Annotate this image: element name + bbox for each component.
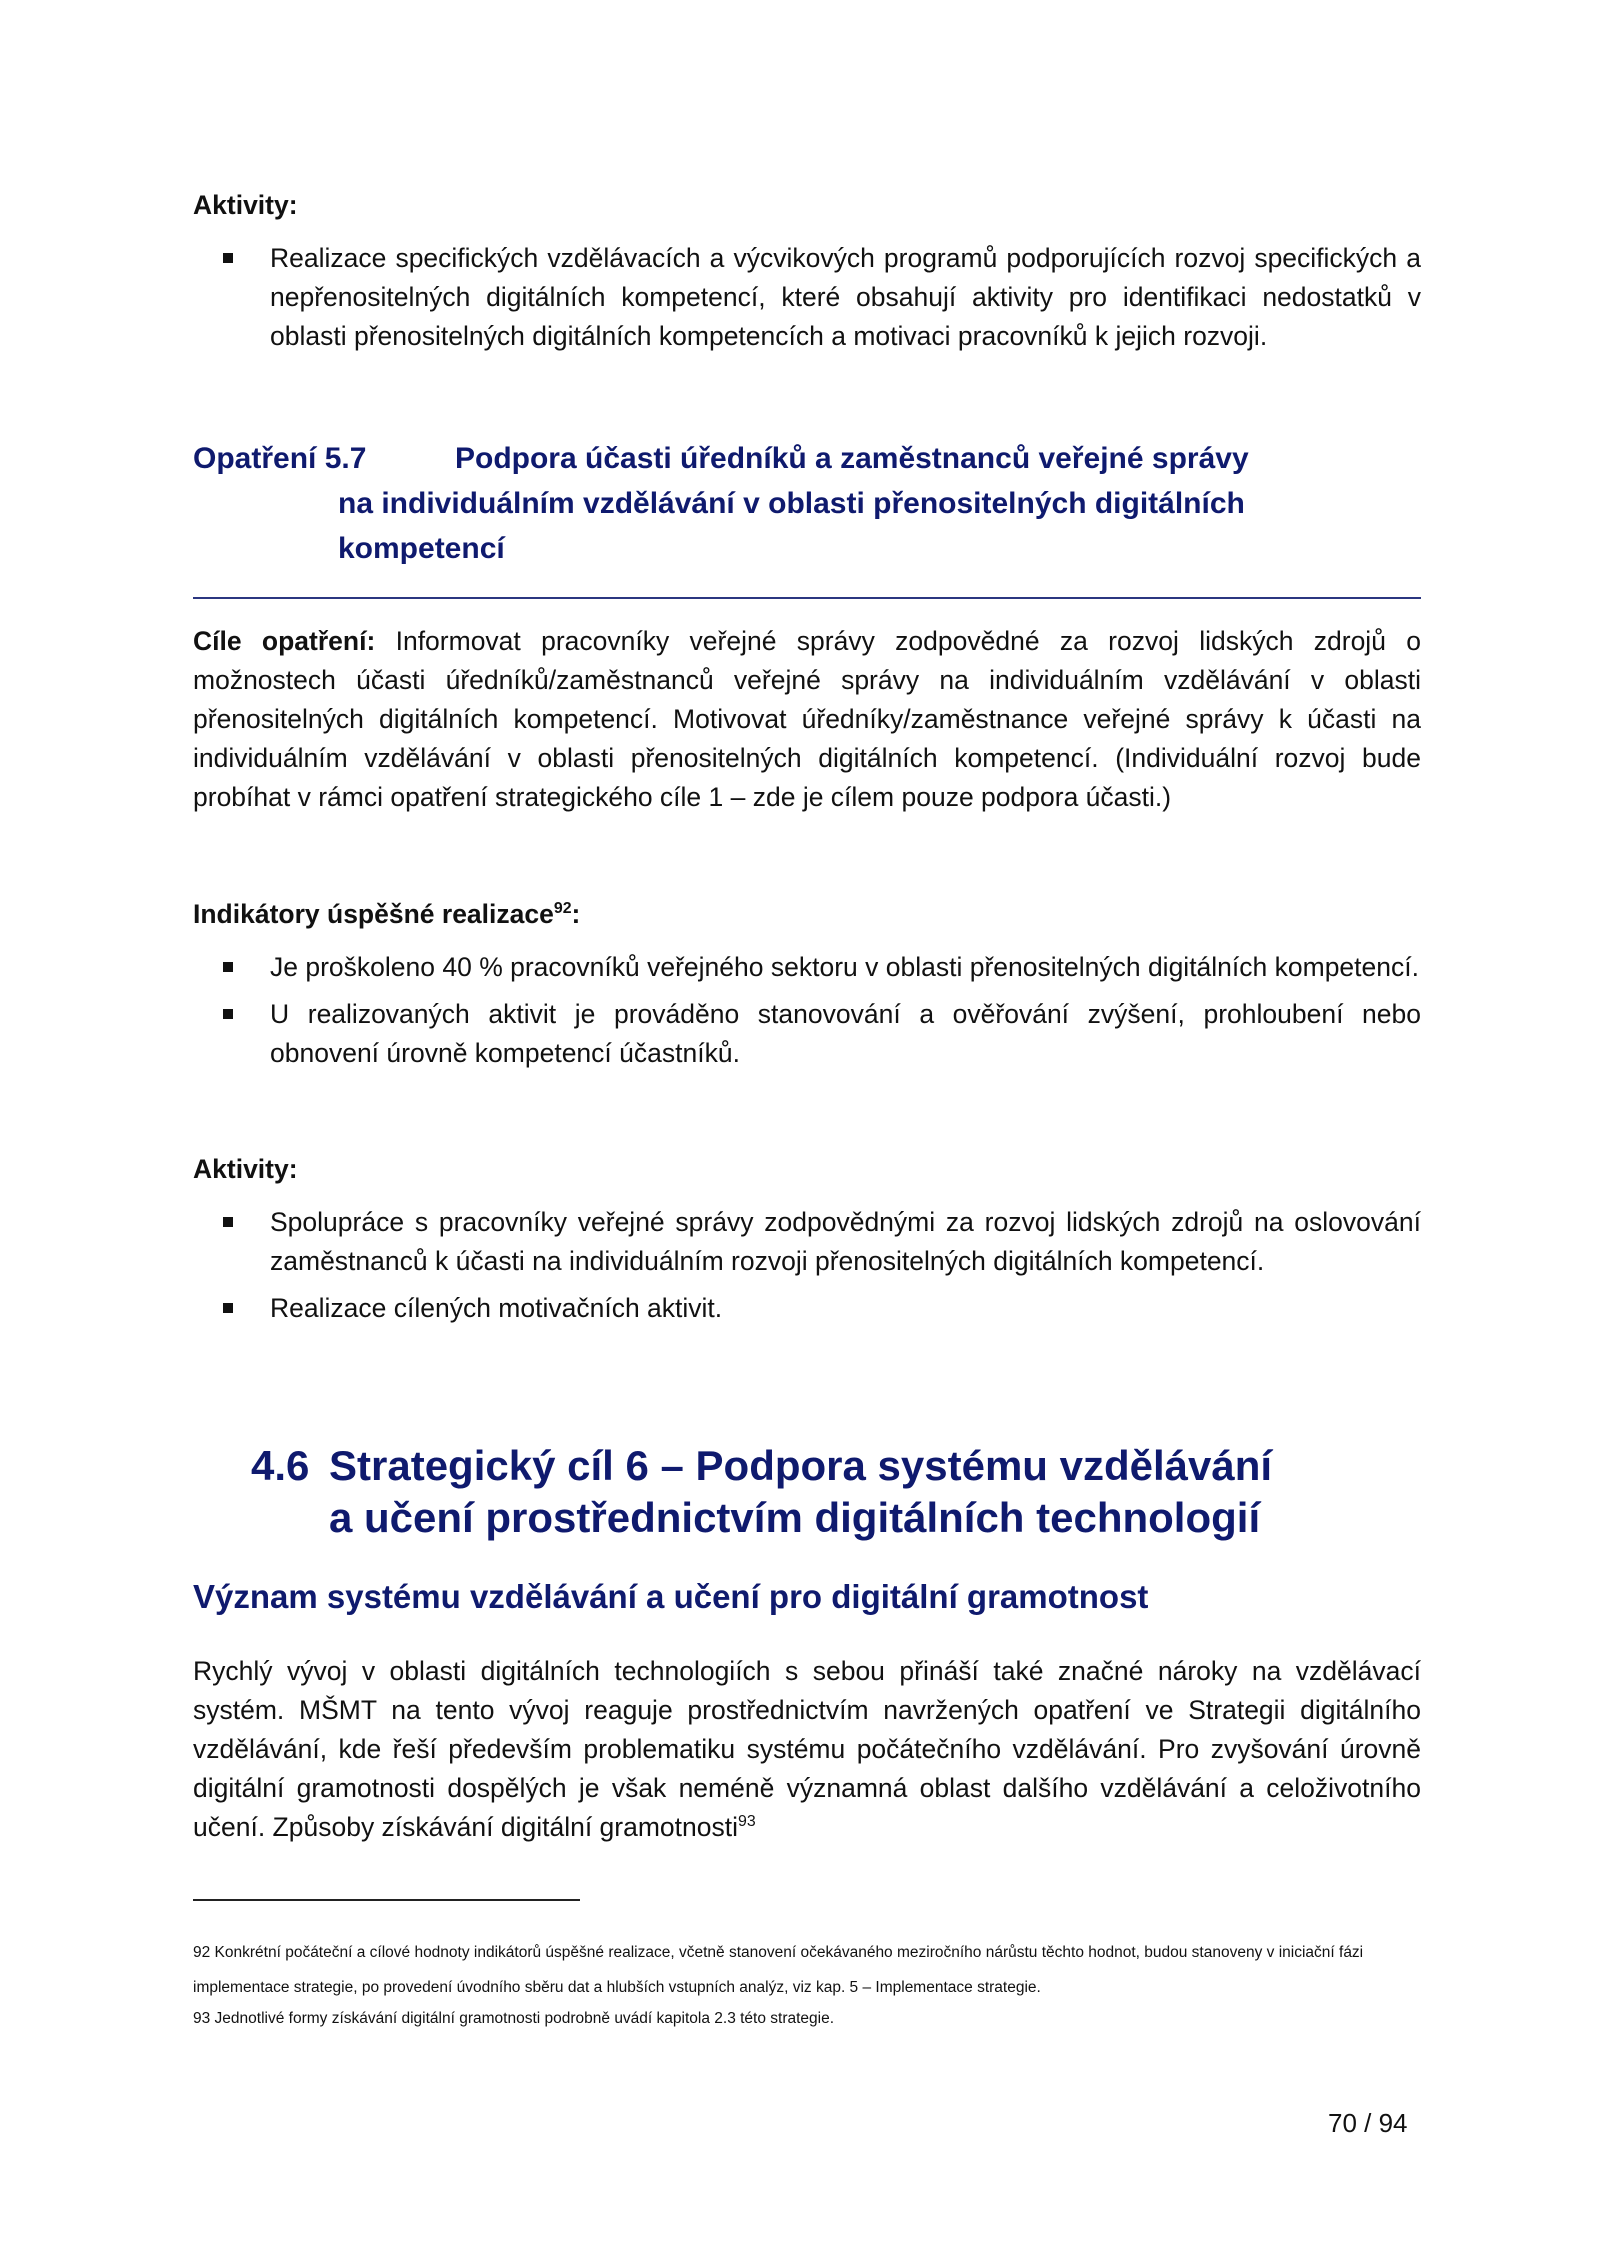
subheading: Význam systému vzdělávání a učení pro digitální gramotnost [193,1578,1149,1615]
bullet-square-icon [223,962,233,972]
list-item: Realizace cílených motivačních aktivit. [193,1289,1421,1328]
activities-section-top [193,186,1421,364]
goals-text: Informovat pracovníky veřejné správy zodpovědné za rozvoj lidských zdrojů o možnostech účasti úředníků/zaměstnanců veřejné správy na individuálním vzdělávání v oblasti přenositelných digitálních kompetencí. Motivovat úředníky/zaměstnance veřejné správy k účasti na individuálním vzdělávání v oblasti přenositelných digitálních kompetencí. (Individuální rozvoj bude probíhat v rámci opatření strategického cíle 1 – zde je cílem pouze podpora účasti.) [193,626,1421,812]
chapter-title-line1: Strategický cíl 6 – Podpora systému vzdělávání [329,1442,1273,1489]
bullet-square-icon [223,1009,233,1019]
chapter-title-line2: a učení prostřednictvím digitálních technologií [329,1494,1261,1541]
measure-title-line2: na individuálním vzdělávání v oblasti přenositelných digitálních [338,487,1245,520]
measure-goals [193,622,1421,817]
chapter-number: 4.6 [251,1442,310,1489]
chapter-heading [251,1440,1272,1544]
bullet-square-icon [223,1217,233,1227]
footnote-92: 92 Konkrétní počáteční a cílové hodnoty indikátorů úspěšné realizace, včetně stanovení očekávaného meziročního nárůstu těchto hodnot, budou stanoveny v iniciační fázi implementace strategie, po provedení úvodního sběru dat a hlubších vstupních analýz, viz kap. 5 – Implementace strategie. [193,1944,1364,1996]
footnote-ref-93[interactable]: 93 [738,1813,756,1831]
bullet-square-icon [223,1303,233,1313]
indicators-section [193,895,1421,1081]
chapter-paragraph: Rychlý vývoj v oblasti digitálních technologiích s sebou přináší také značné nároky na vzdělávací systém. MŠMT na tento vývoj reaguje prostřednictvím navržených opatření ve Strategii digitálního vzdělávání, kde řeší především problematiku systému počátečního vzdělávání. Pro zvyšování úrovně digitální gramotnosti dospělých je však neméně významná oblast dalšího vzdělávání a celoživotního učení. Způsoby získávání digitální gramotnosti$^{93}$ [193,1656,1421,1842]
indicators-label: Indikátory úspěšné realizace$^{92}$: [193,899,581,929]
activities-list [193,1203,1421,1328]
indicators-list [193,948,1421,1073]
measure-title-line1: Podpora účasti úředníků a zaměstnanců veřejné správy [455,442,1249,475]
footnote-ref-92[interactable]: 92 [553,900,572,918]
page-number: 70 / 94 [1328,2108,1408,2138]
list-item: Realizace specifických vzdělávacích a výcvikových programů podporujících rozvoj specifických a nepřenositelných digitálních kompetencí, které obsahují aktivity pro identifikaci nedostatků v oblasti přenositelných digitálních kompetencích a motivaci pracovníků k jejich rozvoji. [193,239,1421,356]
measure-heading [193,436,1421,571]
measure-number: Opatření 5.7 [193,442,367,475]
activities-label: Aktivity: [193,1154,298,1184]
activities-label: Aktivity: [193,190,298,220]
list-item: Je proškoleno 40 % pracovníků veřejného sektoru v oblasti přenositelných digitálních kompetencí. [193,948,1421,987]
list-item: Spolupráce s pracovníky veřejné správy zodpovědnými za rozvoj lidských zdrojů na oslovování zaměstnanců k účasti na individuálním rozvoji přenositelných digitálních kompetencí. [193,1203,1421,1281]
activities-section [193,1150,1421,1336]
list-item: U realizovaných aktivit je prováděno stanovování a ověřování zvýšení, prohloubení nebo obnovení úrovně kompetencí účastníků. [193,995,1421,1073]
activities-list [193,239,1421,356]
goals-label: Cíle opatření: [193,626,376,656]
footnote-93: 93 Jednotlivé formy získávání digitální gramotnosti podrobně uvádí kapitola 2.3 této strategie. [193,2010,835,2027]
footnote-separator [193,1899,580,1901]
footnotes [193,1935,1421,2033]
bullet-square-icon [223,253,233,263]
heading-divider [193,597,1421,599]
measure-title-line3: kompetencí [338,532,505,565]
